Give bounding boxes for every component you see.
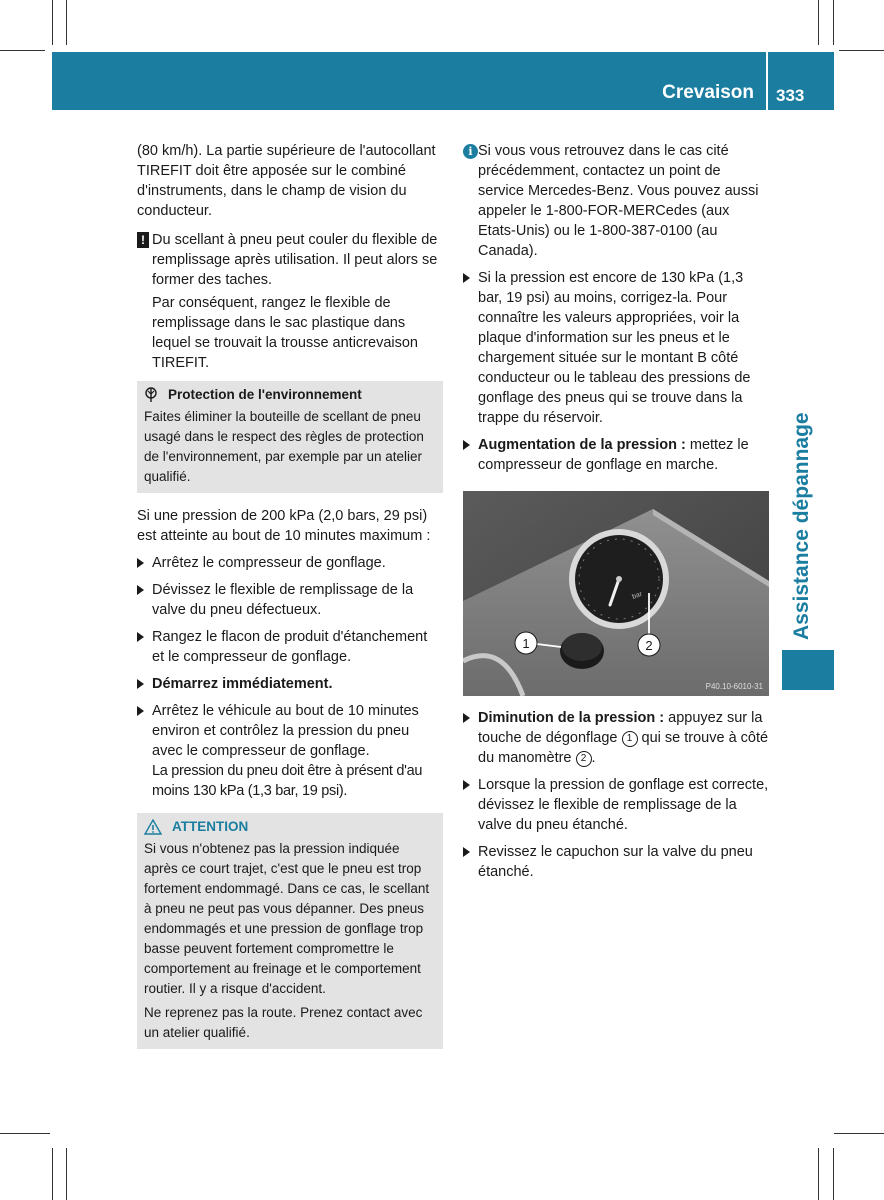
intro-paragraph: (80 km/h). La partie supérieure de l'autocollant TIREFIT doit être apposée sur le combiné d'instruments, dans le champ de vision du conducteur. (137, 143, 436, 219)
list-item (463, 708, 769, 768)
page-number: 333 (776, 86, 805, 105)
step-heading: Diminution de la pression : (478, 710, 665, 726)
list-item-text (478, 708, 769, 768)
attention-text-2: Ne reprenez pas la route. Prenez contact avec un atelier qualifié. (144, 1005, 423, 1040)
gauge-hub (616, 576, 622, 582)
warning-note (137, 230, 443, 373)
step-text: qui se trouve à côté du manomètre (478, 730, 769, 766)
bullet-arrow-icon (463, 847, 470, 857)
right-column (463, 141, 769, 889)
left-column (137, 141, 443, 1049)
leaf-icon (144, 387, 158, 403)
bullet-arrow-icon (463, 440, 470, 450)
attention-text-1: Si vous n'obtenez pas la pression indiquée après ce court trajet, c'est que le pneu est trop fortement endommagé. Dans ce cas, le scellant à pneu ne peut pas vous dépanner. Des pneus endommagés et une pression de gonflage trop basse peuvent fortement compromettre le comportement au freinage et le comportement routier. Il y a risque d'accident. (144, 841, 430, 996)
callout-2-label: 2 (645, 638, 653, 653)
callout-ref-1: 1 (622, 731, 638, 747)
gauge-unit: bar (631, 590, 644, 601)
list-item-text: Revissez le capuchon sur la valve du pneu étanché. (478, 844, 753, 880)
list-item (137, 553, 443, 573)
attention-title: ATTENTION (172, 819, 249, 834)
step-text: . (591, 750, 596, 766)
crop-mark (833, 0, 834, 45)
crop-mark (66, 0, 67, 45)
header-divider (766, 52, 768, 110)
crop-mark (52, 0, 53, 45)
bullet-arrow-icon (463, 273, 470, 283)
attention-header (144, 817, 436, 837)
bullet-arrow-icon (137, 706, 144, 716)
figure-reference: P40.10-6010-31 (705, 682, 763, 691)
bullet-arrow-icon (137, 558, 144, 568)
warning-text-1: Du scellant à pneu peut couler du flexible de remplissage après utilisation. Il peut alors se former des taches. (152, 232, 438, 288)
environment-box (137, 381, 443, 493)
bullet-arrow-icon (137, 632, 144, 642)
list-item (137, 701, 443, 801)
crop-mark (66, 1148, 67, 1200)
list-item (137, 580, 443, 620)
list-item-text: Arrêtez le compresseur de gonflage. (152, 555, 386, 571)
step-text: appuyez sur la touche de dégonflage (478, 710, 763, 746)
pressure-paragraph: Si une pression de 200 kPa (2,0 bars, 29 psi) est atteinte au bout de 10 minutes maximum : (137, 508, 431, 544)
info-note (463, 141, 769, 261)
compressor-figure (463, 491, 769, 696)
list-item (137, 674, 443, 694)
bullet-arrow-icon (463, 713, 470, 723)
environment-text: Faites éliminer la bouteille de scellant de pneu usagé dans le respect des règles de protection de l'environnement, par exemple par un atelier qualifié. (144, 409, 424, 484)
section-title: Crevaison (662, 82, 754, 103)
warning-text-2: Par conséquent, rangez le flexible de remplissage dans le sac plastique dans lequel se trouvait la trousse anticrevaison TIREFIT. (152, 295, 418, 371)
environment-header (144, 385, 436, 405)
info-icon: i (463, 144, 478, 159)
callout-ref-2: 2 (576, 751, 592, 767)
list-item (463, 268, 769, 428)
list-item-text: Lorsque la pression de gonflage est correcte, dévissez le flexible de remplissage de la valve du pneu étanché. (478, 777, 769, 833)
list-item-text: Démarrez immédiatement. (152, 676, 333, 692)
list-item-text: Arrêtez le véhicule au bout de 10 minutes environ et contrôlez la pression du pneu avec le compresseur de gonflage. (152, 703, 419, 759)
crop-mark (52, 1148, 53, 1200)
step-text: mettez le compresseur de gonflage en marche. (478, 437, 749, 473)
side-tab-label: Assistance dépannage (790, 412, 813, 640)
list-item (463, 775, 769, 835)
bullet-arrow-icon (463, 780, 470, 790)
bullet-arrow-icon (137, 679, 144, 689)
deflate-button-top (562, 633, 602, 661)
bullet-arrow-icon (137, 585, 144, 595)
list-item-text: Si la pression est encore de 130 kPa (1,3 bar, 19 psi) au moins, corrigez-la. Pour connaître les valeurs appropriées, voir la plaque d'information sur les pneus et le chargement située sur le montant B côté conducteur ou le tableau des pressions de gonflage des pneus qui se trouve dans la trappe du réservoir. (478, 270, 751, 426)
crop-mark (818, 0, 819, 45)
side-tab-marker (782, 650, 834, 690)
list-item (463, 842, 769, 882)
list-item-text: Dévissez le flexible de remplissage de la valve du pneu défectueux. (152, 582, 414, 618)
step-heading: Augmentation de la pression : (478, 437, 686, 453)
environment-title: Protection de l'environnement (168, 387, 362, 402)
list-item (463, 435, 769, 475)
callout-1-label: 1 (522, 636, 530, 651)
list-item-text (478, 435, 769, 475)
warning-triangle-icon (144, 819, 162, 835)
crop-mark (818, 1148, 819, 1200)
crop-mark (839, 50, 884, 51)
list-item-text: Rangez le flacon de produit d'étanchement et le compresseur de gonflage. (152, 629, 428, 665)
warning-icon: ! (137, 232, 149, 248)
list-item (137, 627, 443, 667)
info-text: Si vous vous retrouvez dans le cas cité précédemment, contactez un point de service Mercedes-Benz. Vous pouvez aussi appeler le 1-800-FOR-MERCedes (aux Etats-Unis) ou le 1-800-387-0100 (au Canada). (478, 143, 759, 259)
crop-mark (833, 1148, 834, 1200)
crop-mark (834, 1133, 884, 1134)
crop-mark (0, 1133, 50, 1134)
attention-box (137, 813, 443, 1049)
crop-mark (0, 50, 45, 51)
list-item-subtext: La pression du pneu doit être à présent d'au moins 130 kPa (1,3 bar, 19 psi). (152, 763, 423, 799)
